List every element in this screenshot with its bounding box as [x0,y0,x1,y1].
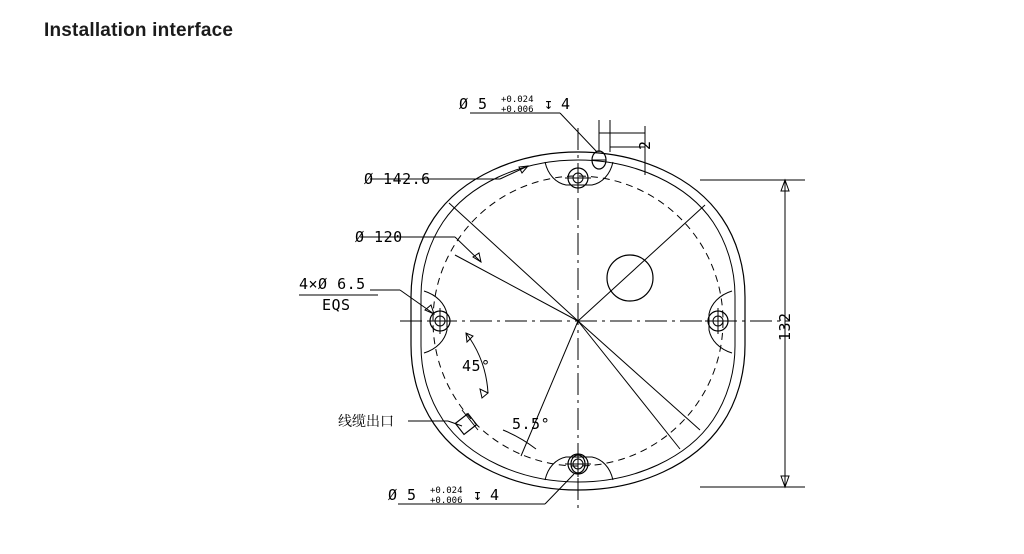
page-title: Installation interface [44,20,234,41]
screw-hole-top-tol-upper: +0.024 [501,95,534,105]
center-through-hole [607,255,653,301]
annotation-screw-hole-top [459,95,571,115]
screw-hole-top [592,151,606,169]
screw-hole-top-depth-symbol: ↧ [544,95,554,113]
annotation-overall-height: 132 [776,312,794,341]
screw-hole-bottom-tol-lower: +0.006 [430,496,463,506]
annotation-cable-exit: 线缆出口 [338,414,394,430]
annotation-bolt-circle: Ø 120 [355,228,403,246]
screw-hole-bottom-depth-value: 4 [490,486,500,504]
screw-hole-top-diameter: Ø 5 [459,95,488,113]
annotation-mounting-holes-eqs: EQS [322,296,351,314]
annotation-mounting-holes: 4×Ø 6.5 [299,275,366,293]
screw-hole-top-depth-value: 4 [561,95,571,113]
screw-hole-top-tol-lower: +0.006 [501,105,534,115]
annotation-screw-hole-bottom [388,486,500,506]
annotation-outer-diameter: Ø 142.6 [364,170,431,188]
screw-hole-bottom-depth-symbol: ↧ [473,486,483,504]
screw-hole-bottom-tol-upper: +0.024 [430,486,463,496]
annotation-offset-2: 2 [636,140,654,150]
annotation-angle-45: 45° [462,357,491,375]
screw-hole-bottom-diameter: Ø 5 [388,486,417,504]
center-lines [400,128,790,512]
radial-construction-lines [449,203,705,456]
annotation-angle-5-5: 5.5° [512,415,551,433]
mounting-hole-top [565,165,591,191]
